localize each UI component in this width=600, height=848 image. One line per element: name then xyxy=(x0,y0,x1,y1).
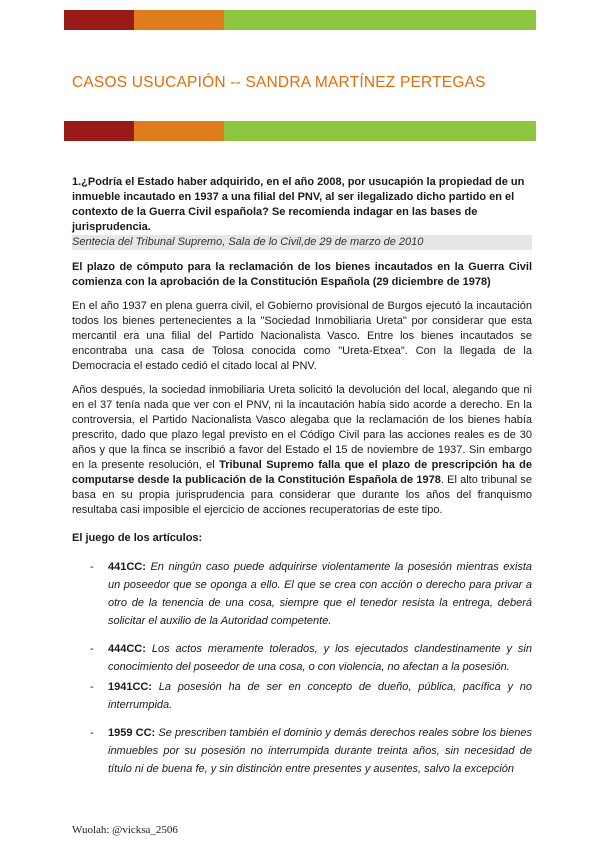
band-segment-red xyxy=(64,10,134,30)
band-segment-green xyxy=(224,10,536,30)
article-text: En ningún caso puede adquirirse violentamente la posesión mientras exista un poseedor que se oponga a ello. El que se crea con acción o derecho para privar a otro de la tenencia de una cosa, siempre que el tenedor resista la entrega, deberá solicitar el auxilio de la Autoridad competente. xyxy=(108,561,532,627)
articles-heading: El juego de los artículos: xyxy=(72,532,203,544)
top-color-band xyxy=(64,10,536,30)
question-text: 1.¿Podría el Estado haber adquirido, en el año 2008, por usucapión la propiedad de un inmueble incautado en 1937 a una filial del PNV, al ser ilegalizado dicho partido en el contexto de la Guerra Civil española? Se recomienda indagar en las bases de jurisprudencia. xyxy=(72,176,525,233)
article-code: 444CC: xyxy=(108,643,146,655)
article-code: 1959 CC: xyxy=(108,727,156,739)
article-text: La posesión ha de ser en concepto de dueño, pública, pacífica y no interrumpida. xyxy=(108,681,532,711)
article-item-1959 xyxy=(90,724,532,778)
list-dash: - xyxy=(90,561,94,573)
ruling-text-bold: Tribunal Supremo falla que el plazo de prescripción ha de computarse desde la publicación de la Constitución Española de 1978 xyxy=(72,459,532,486)
lead-paragraph: El plazo de cómputo para la reclamación de los bienes incautados en la Guerra Civil comienza con la aprobación de la Constitución Española (29 diciembre de 1978) xyxy=(72,261,532,288)
article-item-444 xyxy=(90,640,532,676)
sentence-reference: Sentecia del Tribunal Supremo, Sala de lo Civil,de 29 de marzo de 2010 xyxy=(72,235,532,250)
band-segment-orange xyxy=(134,121,224,141)
bottom-color-band xyxy=(64,121,536,141)
articles-list xyxy=(90,558,532,778)
band-segment-red xyxy=(64,121,134,141)
list-dash: - xyxy=(90,681,94,693)
document-body xyxy=(72,175,532,788)
article-code: 441CC: xyxy=(108,561,146,573)
footer-watermark: Wuolah: @vicksa_2506 xyxy=(72,824,178,836)
article-text: Se prescriben también el dominio y demás derechos reales sobre los bienes inmuebles por su posesión no interrumpida durante treinta años, sin necesidad de título ni de buena fe, y sin distinción entre presentes y ausentes, salvo la excepción xyxy=(108,727,532,775)
list-dash: - xyxy=(90,727,94,739)
document-title: CASOS USUCAPIÓN -- SANDRA MARTÍNEZ PERTEGAS xyxy=(72,74,486,91)
article-text: Los actos meramente tolerados, y los ejecutados clandestinamente y sin conocimiento del poseedor de una cosa, o con violencia, no afectan a la posesión. xyxy=(108,643,532,673)
article-item-1941 xyxy=(90,678,532,714)
paragraph-ruling xyxy=(72,383,532,518)
article-item-441 xyxy=(90,558,532,630)
article-code: 1941CC: xyxy=(108,681,153,693)
ruling-text-start: Años después, la sociedad inmobiliaria Ureta solicitó la devolución del local, alegando que ni en el 37 tenía nada que ver con el PNV, ni la incautación había sido acorde a derecho. En la controversia, el Partido Nacionalista Vasco alegaba que la reclamación de los bienes había prescrito, dado que plazo legal previsto en el Código Civil para las acciones reales es de 30 años y que la finca se inscribió a favor del Estado el 15 de noviembre de 1937. Sin embargo en la presente resolución, el xyxy=(72,384,532,471)
band-segment-orange xyxy=(134,10,224,30)
paragraph-background: En el año 1937 en plena guerra civil, el Gobierno provisional de Burgos ejecutó la incautación todos los bienes pertenecientes a la "Sociedad Inmobiliaria Ureta" por considerar que esta mercantil era una filial del Partido Nacionalista Vasco. Entre los bienes incautados se encontraba una casa de Tolosa conocida como "Ureta-Etxea". Con la llegada de la Democracia el estado cedió el citado local al PNV. xyxy=(72,300,532,372)
ruling-text-end: . El alto tribunal se basa en su propia jurisprudencia para considerar que durante los años del franquismo resultaba casi imposible el ejercicio de acciones recuperatorias de este tipo. xyxy=(72,474,532,516)
list-dash: - xyxy=(90,643,94,655)
band-segment-green xyxy=(224,121,536,141)
